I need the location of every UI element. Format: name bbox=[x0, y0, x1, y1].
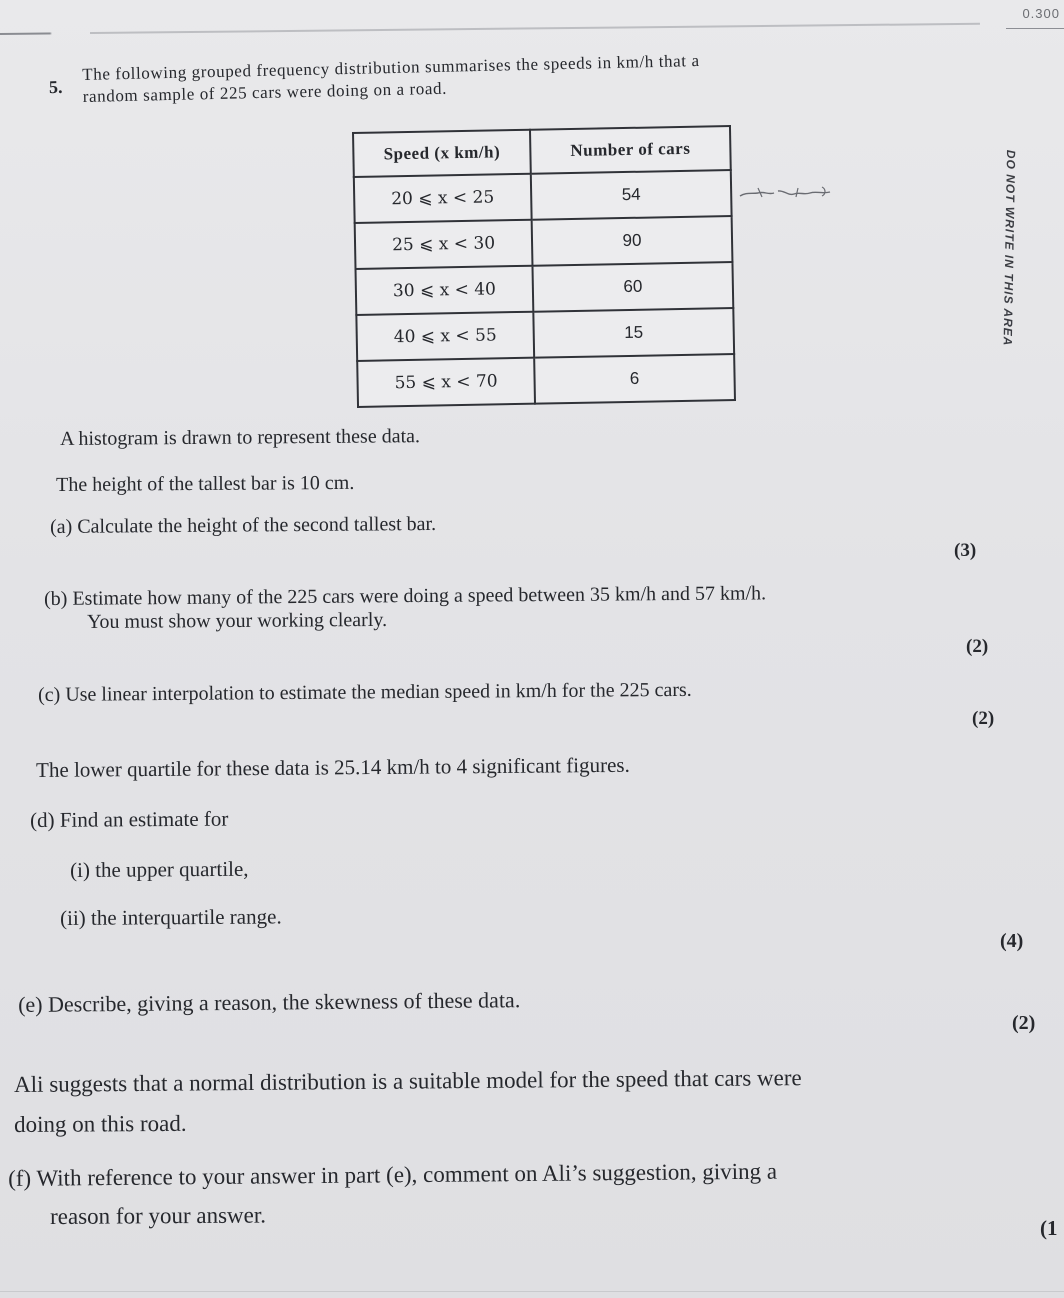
part-e-marks: (2) bbox=[1012, 1012, 1036, 1034]
table-row bbox=[355, 216, 733, 269]
intro-line-2: random sample of 225 cars were doing on a road. bbox=[82, 78, 448, 106]
cars-cell: 54 bbox=[531, 170, 732, 220]
column-header-speed: Speed (x km/h) bbox=[353, 130, 531, 177]
cars-cell: 90 bbox=[532, 216, 733, 266]
lower-quartile-statement: The lower quartile for these data is 25.14 km/h to 4 significant figures. bbox=[36, 752, 630, 782]
table-row bbox=[357, 354, 735, 407]
part-d-ii-question: (ii) the interquartile range. bbox=[60, 904, 282, 930]
part-f-marks: (1 bbox=[1040, 1216, 1058, 1240]
speed-cell: 25 ⩽ x < 30 bbox=[355, 220, 533, 269]
cars-cell: 60 bbox=[532, 262, 733, 312]
speed-cell: 40 ⩽ x < 55 bbox=[356, 312, 534, 361]
column-header-cars: Number of cars bbox=[530, 126, 731, 174]
part-f-question-line-1: (f) With reference to your answer in part (e), comment on Ali’s suggestion, giving a bbox=[8, 1158, 778, 1191]
table-row bbox=[354, 170, 732, 223]
intro-line-1: The following grouped frequency distribution summarises the speeds in km/h that a bbox=[82, 50, 700, 84]
histogram-statement: A histogram is drawn to represent these data. bbox=[60, 425, 421, 450]
top-rule bbox=[0, 23, 980, 35]
part-a-marks: (3) bbox=[954, 540, 977, 561]
table-row bbox=[356, 262, 734, 315]
bottom-rule bbox=[0, 1291, 1064, 1292]
speed-cell: 20 ⩽ x < 25 bbox=[354, 174, 532, 223]
part-c-question: (c) Use linear interpolation to estimate the median speed in km/h for the 225 cars. bbox=[38, 678, 692, 706]
corner-reference: 0.300 bbox=[1022, 6, 1060, 21]
part-e-question: (e) Describe, giving a reason, the skewness of these data. bbox=[18, 987, 521, 1017]
part-f-question-line-2: reason for your answer. bbox=[50, 1202, 267, 1229]
part-d-question: (d) Find an estimate for bbox=[30, 806, 229, 832]
ali-statement-line-1: Ali suggests that a normal distribution is a suitable model for the speed that cars were bbox=[14, 1065, 802, 1097]
cars-cell: 6 bbox=[534, 354, 735, 404]
part-d-i-question: (i) the upper quartile, bbox=[70, 856, 249, 882]
speed-cell: 55 ⩽ x < 70 bbox=[357, 358, 535, 407]
table-header-row bbox=[353, 126, 731, 177]
table-row bbox=[356, 308, 734, 361]
part-a-question: (a) Calculate the height of the second tallest bar. bbox=[50, 512, 437, 538]
part-c-marks: (2) bbox=[972, 708, 995, 729]
cars-cell: 15 bbox=[533, 308, 734, 358]
speed-cell: 30 ⩽ x < 40 bbox=[356, 266, 534, 315]
part-b-question-line-1: (b) Estimate how many of the 225 cars were doing a speed between 35 km/h and 57 km/h. bbox=[44, 582, 767, 610]
ali-statement-line-2: doing on this road. bbox=[14, 1110, 187, 1137]
margin-scribble bbox=[738, 182, 838, 202]
part-d-marks: (4) bbox=[1000, 930, 1024, 952]
tallest-bar-statement: The height of the tallest bar is 10 cm. bbox=[56, 471, 355, 496]
question-number: 5. bbox=[48, 76, 63, 98]
question-intro bbox=[82, 46, 863, 108]
corner-divider bbox=[1006, 28, 1064, 29]
side-margin-note: DO NOT WRITE IN THIS AREA bbox=[1000, 149, 1018, 347]
frequency-table bbox=[352, 125, 736, 408]
part-b-question-line-2: You must show your working clearly. bbox=[87, 608, 388, 633]
part-b-marks: (2) bbox=[966, 636, 989, 657]
